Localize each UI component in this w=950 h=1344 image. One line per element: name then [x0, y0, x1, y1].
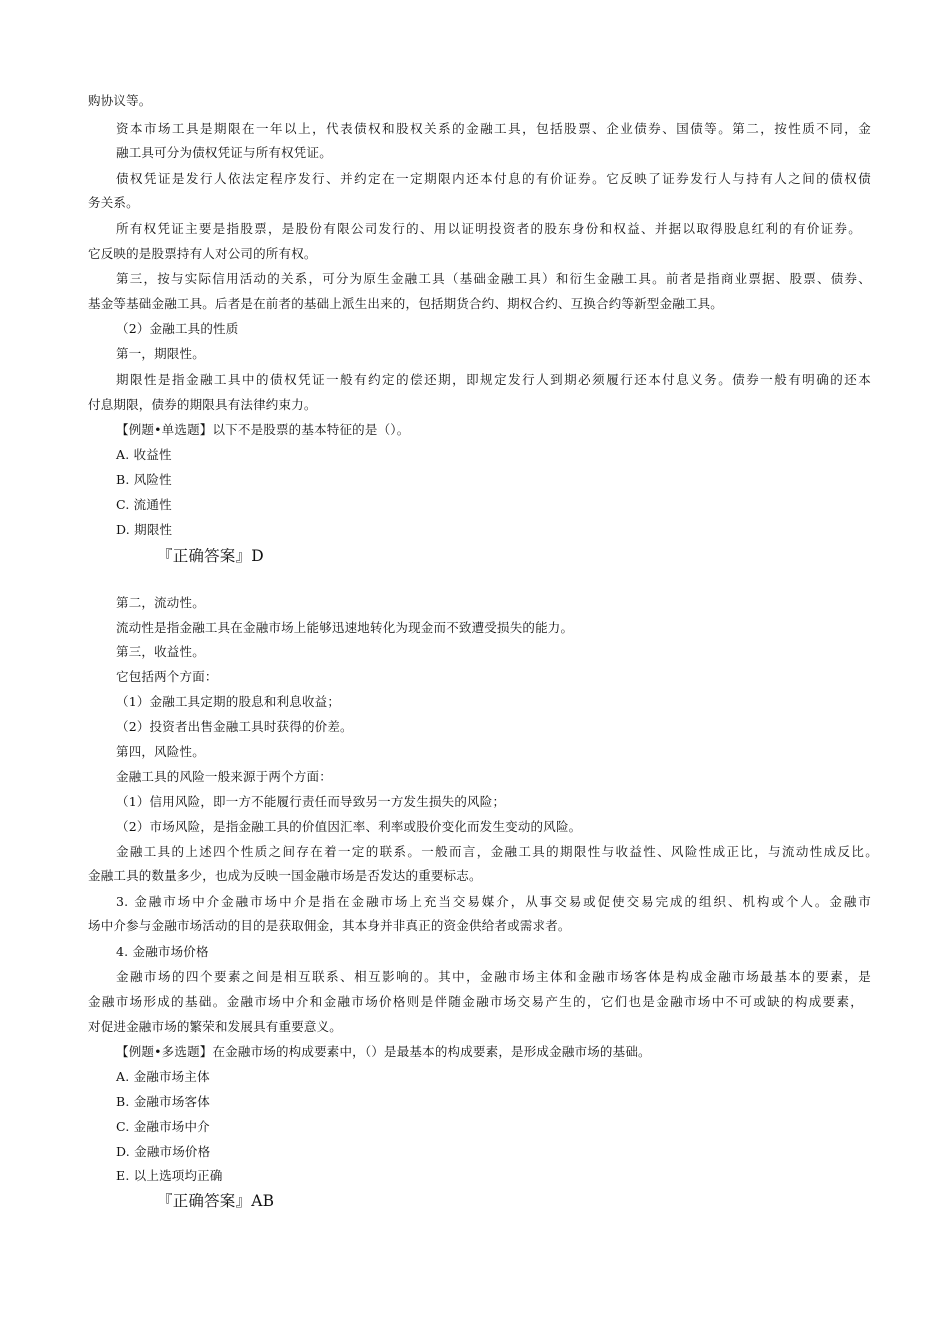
text-line-21: 流动性是指金融工具在金融市场上能够迅速地转化为现金而不致遭受损失的能力。 — [116, 620, 574, 635]
text-line-22: 第三，收益性。 — [116, 644, 205, 659]
text-line-11: 第一，期限性。 — [116, 346, 205, 361]
text-line-27: 金融工具的风险一般来源于两个方面： — [116, 769, 332, 784]
text-line-3: 融工具可分为债权凭证与所有权凭证。 — [116, 145, 332, 160]
text-line-37: 对促进金融市场的繁荣和发展具有重要意义。 — [88, 1019, 343, 1034]
text-line-20: 第二，流动性。 — [116, 595, 205, 610]
text-line-33: 场中介参与金融市场活动的目的是获取佣金，其本身并非真正的资金供给者或需求者。 — [88, 918, 571, 933]
option-d-1: D. 期限性 — [116, 522, 173, 537]
text-line-25: （2）投资者出售金融工具时获得的价差。 — [116, 719, 353, 734]
text-line-4: 债权凭证是发行人依法定程序发行、并约定在一定期限内还本付息的有价证券。它反映了证券发行人与持有人之间的债权债 — [116, 171, 871, 186]
example-question-1: 【例题•单选题】以下不是股票的基本特征的是（）。 — [116, 422, 410, 437]
option-e-2: E. 以上选项均正确 — [116, 1168, 223, 1183]
text-line-13: 付息期限，债券的期限具有法律约束力。 — [88, 397, 317, 412]
text-line-28: （1）信用风险，即一方不能履行责任而导致另一方发生损失的风险； — [116, 794, 506, 809]
option-c-2: C. 金融市场中介 — [116, 1119, 210, 1134]
text-line-32: 3. 金融市场中介金融市场中介是指在金融市场上充当交易媒介，从事交易或促使交易完成的组织、机构或个人。金融市 — [116, 894, 871, 909]
text-line-9: 基金等基础金融工具。后者是在前者的基础上派生出来的，包括期货合约、期权合约、互换合约等新型金融工具。 — [88, 296, 724, 311]
text-line-2: 资本市场工具是期限在一年以上，代表债权和股权关系的金融工具，包括股票、企业债券、国债等。第二，按性质不同，金 — [116, 121, 871, 136]
text-line-6: 所有权凭证主要是指股票，是股份有限公司发行的、用以证明投资者的股东身份和权益、并据以取得股息红利的有价证券。 — [116, 221, 861, 236]
text-line-31: 金融工具的数量多少，也成为反映一国金融市场是否发达的重要标志。 — [88, 868, 482, 883]
example-question-2: 【例题•多选题】在金融市场的构成要素中，（）是最基本的构成要素，是形成金融市场的基础。 — [116, 1044, 651, 1059]
text-line-36: 金融市场形成的基础。金融市场中介和金融市场价格则是伴随金融市场交易产生的，它们也是金融市场中不可或缺的构成要素， — [88, 994, 863, 1009]
text-line-23: 它包括两个方面： — [116, 669, 218, 684]
text-line-29: （2）市场风险，是指金融工具的价值因汇率、利率或股价变化而发生变动的风险。 — [116, 819, 582, 834]
option-b-1: B. 风险性 — [116, 472, 172, 487]
option-d-2: D. 金融市场价格 — [116, 1144, 211, 1159]
text-line-26: 第四，风险性。 — [116, 744, 205, 759]
text-line-24: （1）金融工具定期的股息和利息收益； — [116, 694, 341, 709]
text-line-30: 金融工具的上述四个性质之间存在着一定的联系。一般而言，金融工具的期限性与收益性、风险性成正比，与流动性成反比。 — [116, 844, 878, 859]
option-b-2: B. 金融市场客体 — [116, 1094, 210, 1109]
option-a-1: A. 收益性 — [116, 447, 172, 462]
text-line-5: 务关系。 — [88, 195, 139, 210]
option-a-2: A. 金融市场主体 — [116, 1069, 210, 1084]
section-heading: （2）金融工具的性质 — [116, 321, 239, 336]
answer-2: 『正确答案』AB — [157, 1192, 275, 1210]
text-line-35: 金融市场的四个要素之间是相互联系、相互影响的。其中，金融市场主体和金融市场客体是构成金融市场最基本的要素，是 — [116, 969, 871, 984]
text-line-34: 4. 金融市场价格 — [116, 944, 209, 959]
text-line-8: 第三，按与实际信用活动的关系，可分为原生金融工具（基础金融工具）和衍生金融工具。前者是指商业票据、股票、债券、 — [116, 271, 871, 286]
text-line-7: 它反映的是股票持有人对公司的所有权。 — [88, 246, 317, 261]
option-c-1: C. 流通性 — [116, 497, 172, 512]
text-line-12: 期限性是指金融工具中的债权凭证一般有约定的偿还期，即规定发行人到期必须履行还本付息义务。债券一般有明确的还本 — [116, 372, 871, 387]
text-line-1: 购协议等。 — [88, 93, 152, 108]
answer-1: 『正确答案』D — [157, 547, 264, 565]
